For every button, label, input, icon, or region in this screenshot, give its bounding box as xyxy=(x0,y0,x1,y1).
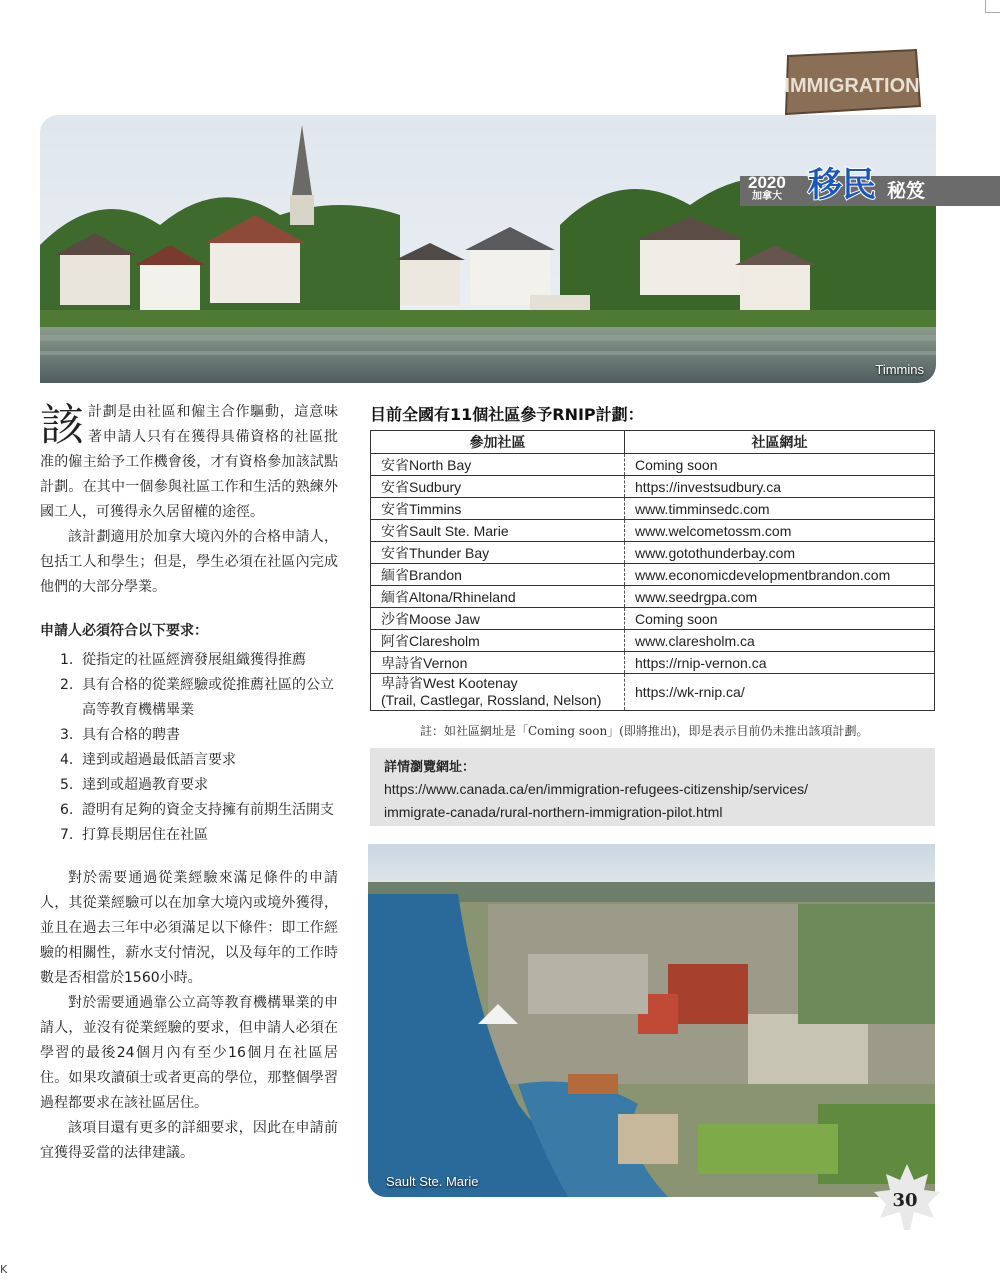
column-header-url: 社區網址 xyxy=(625,431,935,454)
edge-mark: K xyxy=(0,1263,8,1276)
table-title: 目前全國有11個社區參予RNIP計劃： xyxy=(370,405,644,424)
table-note: 註：如社區網址是「Coming soon」(即將推出)，即是表示目前仍未推出該項計劃。 xyxy=(420,724,869,738)
timmins-caption: Timmins xyxy=(875,362,924,377)
table-header-row xyxy=(371,431,935,454)
table-row: 沙省Moose Jaw Coming soon xyxy=(371,608,935,630)
info-label: 詳情瀏覽網址： xyxy=(384,760,476,775)
badge-title: 移民 xyxy=(808,165,876,205)
dropcap: 該 xyxy=(40,400,84,451)
sault-ste-marie-caption: Sault Ste. Marie xyxy=(386,1174,479,1189)
education-paragraph: 對於需要通過靠公立高等教育機構畢業的申請人，並沒有從業經驗的要求，但申請人必須在學習的最後24個月內有至少16個月在社區居住。如果攻讀碩士或者更高的學位，那整個學習過程都要求在該社區居住。 xyxy=(40,995,338,1111)
table-row: 卑詩省West Kootenay (Trail, Castlegar, Rossland, Nelson) https://wk-rnip.ca/ xyxy=(371,674,935,711)
table-row: 安省Timmins www.timminsedc.com xyxy=(371,498,935,520)
table-row: 安省Sudbury https://investsudbury.ca xyxy=(371,476,935,498)
badge-year: 2020 xyxy=(748,173,786,192)
table-row: 安省Sault Ste. Marie www.welcometossm.com xyxy=(371,520,935,542)
communities-table xyxy=(370,430,935,711)
badge-subtitle: 秘笈 xyxy=(887,180,926,202)
list-item: 4. 達到或超過最低語言要求 xyxy=(60,752,236,768)
sault-ste-marie-photo xyxy=(368,844,935,1197)
intro-paragraph xyxy=(40,400,338,525)
list-item: 7. 打算長期居住在社區 xyxy=(60,827,208,843)
table-row: 緬省Altona/Rhineland www.seedrgpa.com xyxy=(371,586,935,608)
sign-text: IMMIGRATION xyxy=(784,75,920,97)
list-item: 5. 達到或超過教育要求 xyxy=(60,777,208,793)
work-experience-paragraph: 對於需要通過從業經驗來滿足條件的申請人，其從業經驗可以在加拿大境內或境外獲得，並且在過去三年中必須滿足以下條件：即工作經驗的相關性，薪水支付情況，以及每年的工作時數是否相當於1560小時。 xyxy=(40,870,338,986)
list-item: 1. 從指定的社區經濟發展組織獲得推薦 xyxy=(60,652,306,668)
aerial-city-illustration xyxy=(368,844,935,1197)
community-towns: (Trail, Castlegar, Rossland, Nelson) xyxy=(381,692,602,708)
immigration-sign-icon xyxy=(782,48,922,118)
eligibility-paragraph: 該計劃適用於加拿大境內外的合格申請人，包括工人和學生；但是，學生必須在社區內完成他們的大部分學業。 xyxy=(40,529,338,595)
table-row: 安省North Bay Coming soon xyxy=(371,454,935,476)
community-name: 卑詩省West Kootenay xyxy=(381,675,518,691)
crop-mark xyxy=(985,0,1000,13)
list-item: 6. 證明有足夠的資金支持擁有前期生活開支 xyxy=(60,802,334,818)
table-row: 阿省Claresholm www.claresholm.ca xyxy=(371,630,935,652)
table-row: 安省Thunder Bay www.gotothunderbay.com xyxy=(371,542,935,564)
timmins-illustration xyxy=(40,115,936,383)
requirements-heading: 申請人必須符合以下要求： xyxy=(40,623,208,639)
info-link[interactable]: https://www.canada.ca/en/immigration-refugees-citizenship/services/ immigrate-canada/rural-northern-immigration-pilot.html xyxy=(384,781,809,820)
requirements-list xyxy=(40,648,338,848)
list-item: 2. 具有合格的從業經驗或從推薦社區的公立高等教育機構畢業 xyxy=(60,677,334,718)
badge-country: 加拿大 xyxy=(752,191,782,202)
legal-advice-paragraph: 該項目還有更多的詳細要求，因此在申請前宜獲得妥當的法律建議。 xyxy=(40,1120,338,1161)
page-number: 30 xyxy=(892,1190,918,1211)
column-header-community: 參加社區 xyxy=(371,431,625,454)
timmins-photo xyxy=(40,115,936,383)
table-row: 卑詩省Vernon https://rnip-vernon.ca xyxy=(371,652,935,674)
list-item: 3. 具有合格的聘書 xyxy=(60,727,180,743)
intro-text: 計劃是由社區和僱主合作驅動，這意味著申請人只有在獲得具備資格的社區批准的僱主給予工作機會後，才有資格參加該試點計劃。在其中一個參與社區工作和生活的熟練外國工人，可獲得永久居留權的途徑。 xyxy=(40,404,338,520)
left-column xyxy=(40,400,338,1166)
table-row: 緬省Brandon www.economicdevelopmentbrandon.com xyxy=(371,564,935,586)
info-box xyxy=(370,748,935,826)
